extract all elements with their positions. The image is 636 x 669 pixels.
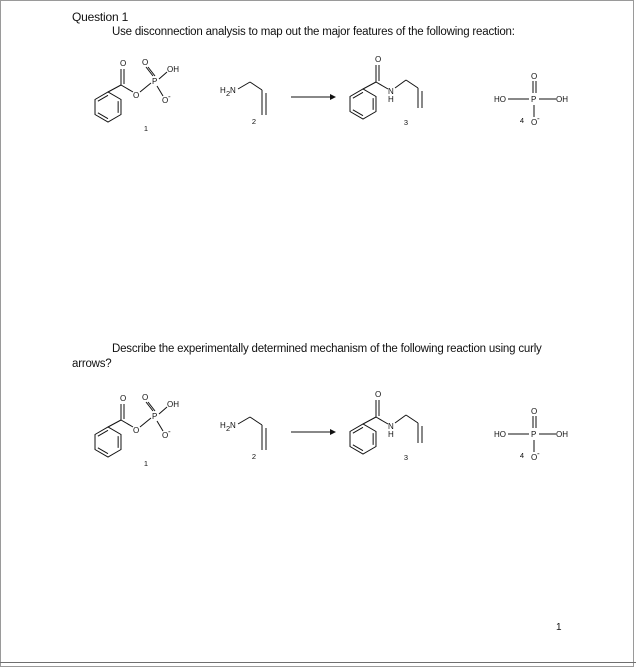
anion-charge: -: [168, 427, 171, 436]
compound-label-1: 1: [143, 124, 149, 133]
question-prompt-disconnection: Use disconnection analysis to map out the major features of the following reaction:: [112, 26, 515, 38]
reaction-arrowhead: [330, 429, 336, 435]
compound-label-4: 4: [519, 116, 525, 125]
compound-label-2: 2: [251, 117, 257, 126]
ring-double-bond: [353, 110, 363, 116]
bond: [406, 80, 418, 88]
compound-label-3: 3: [403, 453, 409, 462]
phosphate-top-oxygen: O: [531, 72, 538, 81]
bond: [238, 417, 250, 424]
carbonyl-oxygen-3: O: [375, 390, 382, 399]
bond: [121, 420, 133, 427]
carbonyl-oxygen-1: O: [120, 394, 127, 403]
ring-outline: [350, 424, 376, 454]
ring-outline: [95, 92, 121, 122]
phosphorus-4: P: [531, 430, 537, 439]
bond: [140, 418, 151, 427]
bond: [157, 421, 163, 431]
amine-subscript: 2: [226, 424, 231, 433]
phosphate-top-oxygen: O: [531, 407, 538, 416]
ring-double-bond: [98, 430, 108, 436]
hydroxyl-group: OH: [167, 65, 179, 74]
amine-h: H: [220, 86, 226, 95]
compound-label-2: 2: [251, 452, 257, 461]
amide-hydrogen: H: [388, 430, 394, 439]
benzene-ring-1: [95, 92, 121, 122]
compound-label-3: 3: [403, 118, 409, 127]
bond: [395, 80, 406, 88]
phosphate-charge: -: [537, 114, 540, 123]
ester-oxygen: O: [133, 91, 140, 100]
phosphate-charge: -: [537, 449, 540, 458]
bond: [395, 415, 406, 423]
benzene-ring-1: [95, 427, 121, 457]
ring-double-bond: [98, 448, 108, 454]
oxide-anion: O: [162, 431, 169, 440]
amide-nitrogen: N: [388, 87, 394, 96]
ring-double-bond: [98, 95, 108, 101]
benzene-ring-3: [350, 89, 376, 119]
bond: [250, 417, 262, 425]
bond: [108, 85, 121, 92]
ring-outline: [350, 89, 376, 119]
question-heading: Question 1: [72, 10, 129, 24]
page-number: 1: [556, 622, 562, 633]
phosphate-oxide: O: [531, 118, 538, 127]
bond: [376, 417, 388, 424]
bond: [376, 82, 388, 89]
phosphate-oh: OH: [556, 95, 568, 104]
ring-outline: [95, 427, 121, 457]
amide-nitrogen: N: [388, 422, 394, 431]
amine-h: H: [220, 421, 226, 430]
bond: [159, 407, 167, 414]
question-prompt-mechanism: Describe the experimentally determined mechanism of the following reaction using curly arrows?: [72, 343, 542, 370]
bond: [250, 82, 262, 90]
compound-label-4: 4: [519, 451, 525, 460]
reaction-scheme-2: [0, 380, 636, 490]
ring-double-bond: [98, 113, 108, 119]
anion-charge: -: [168, 92, 171, 101]
reaction-scheme-1: [0, 45, 636, 155]
ring-double-bond: [353, 445, 363, 451]
phosphorus-1: P: [152, 412, 158, 421]
hydroxyl-group: OH: [167, 400, 179, 409]
bond: [157, 86, 163, 96]
amine-nitrogen: N: [230, 86, 236, 95]
phosphorus-4: P: [531, 95, 537, 104]
ring-double-bond: [353, 92, 363, 98]
amine-subscript: 2: [226, 89, 231, 98]
ring-double-bond: [353, 427, 363, 433]
bond: [406, 415, 418, 423]
bond: [363, 82, 376, 89]
phosphate-ho: HO: [494, 430, 506, 439]
reaction-arrowhead: [330, 94, 336, 100]
bond: [108, 420, 121, 427]
carbonyl-oxygen-3: O: [375, 55, 382, 64]
bond: [121, 85, 133, 92]
compound-label-1: 1: [143, 459, 149, 468]
phosphate-oh: OH: [556, 430, 568, 439]
phosphoryl-oxygen: O: [142, 58, 149, 67]
page-bottom-rule: [0, 662, 636, 663]
phosphoryl-oxygen: O: [142, 393, 149, 402]
bond: [238, 82, 250, 89]
bond: [140, 83, 151, 92]
ester-oxygen: O: [133, 426, 140, 435]
amide-hydrogen: H: [388, 95, 394, 104]
phosphate-oxide: O: [531, 453, 538, 462]
phosphate-ho: HO: [494, 95, 506, 104]
oxide-anion: O: [162, 96, 169, 105]
benzene-ring-3: [350, 424, 376, 454]
bond: [159, 72, 167, 79]
phosphorus-1: P: [152, 77, 158, 86]
bond: [363, 417, 376, 424]
amine-nitrogen: N: [230, 421, 236, 430]
carbonyl-oxygen-1: O: [120, 59, 127, 68]
